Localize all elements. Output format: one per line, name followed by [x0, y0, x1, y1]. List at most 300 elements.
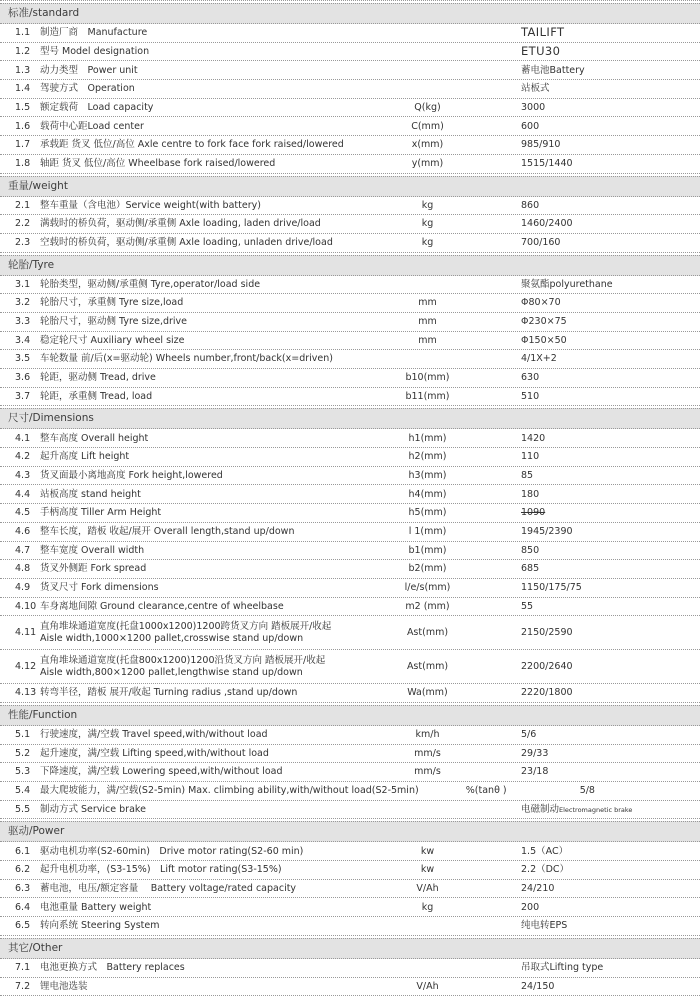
row-number: 4.11: [15, 627, 37, 639]
row-description-line1: 型号 Model designation: [40, 45, 150, 57]
row-unit: kg: [421, 218, 434, 230]
row-unit: Q(kg): [414, 101, 441, 113]
row-value-text: 电磁制动: [521, 803, 560, 815]
row-number: 4.4: [15, 488, 31, 500]
table-row: [0, 388, 700, 407]
row-number: 1.2: [15, 45, 31, 57]
row-number: 4.5: [15, 507, 31, 519]
row-value: [495, 391, 700, 402]
row-description: [40, 237, 360, 248]
row-description: [40, 601, 360, 612]
row-description: [40, 451, 360, 462]
row-unit: b10(mm): [405, 372, 450, 384]
row-value-text: 685: [521, 563, 540, 575]
row-unit: kg: [421, 901, 434, 913]
row-value-text: 2200/2640: [521, 661, 573, 673]
row-value: [554, 785, 700, 796]
row-number: 1.3: [15, 64, 31, 76]
row-unit: h2(mm): [408, 451, 447, 463]
row-value: [495, 489, 700, 500]
row-number: 5.3: [15, 766, 31, 778]
section-header: 标准/standard: [0, 3, 700, 24]
table-row: [0, 504, 700, 523]
row-number: 1.7: [15, 139, 31, 151]
row-value-text: 600: [521, 120, 540, 132]
row-description-line1: 电池重量 Battery weight: [40, 901, 152, 913]
table-row: [0, 616, 700, 650]
row-description: [40, 804, 360, 815]
row-value: [495, 297, 700, 308]
row-description: [40, 102, 360, 113]
row-value-text: 1.5（AC）: [521, 845, 569, 857]
row-number: 2.2: [15, 218, 31, 230]
table-row: [0, 99, 700, 118]
row-number: 2.1: [15, 199, 31, 211]
row-description-line1: 起升电机功率，(S3-15%) Lift motor rating(S3-15%): [40, 864, 282, 876]
table-row: [0, 560, 700, 579]
row-number: 6.3: [15, 882, 31, 894]
row-number: 4.1: [15, 432, 31, 444]
table-row: [0, 215, 700, 234]
row-unit: C(mm): [411, 120, 444, 132]
row-description: [40, 335, 360, 346]
row-value-text: Φ150×50: [521, 334, 567, 346]
table-row: [0, 276, 700, 295]
row-number: 7.1: [15, 961, 31, 973]
row-value: [495, 218, 700, 229]
row-description-line2: Aisle width,1000×1200 pallet,crosswise stand up/down: [40, 632, 304, 644]
row-description-line1: 驱动电机功率(S2-60min) Drive motor rating(S2-60 min): [40, 845, 304, 857]
row-unit: b2(mm): [408, 563, 447, 575]
table-row: [0, 448, 700, 467]
row-value-text: 24/210: [521, 882, 555, 894]
row-value-text: 纯电转EPS: [521, 920, 568, 932]
row-value-text: 2220/1800: [521, 687, 573, 699]
row-value: [495, 26, 700, 40]
table-row: [0, 684, 700, 703]
row-value-text: 1515/1440: [521, 157, 573, 169]
row-value-text: 蓄电池Battery: [521, 64, 585, 76]
table-row: [0, 579, 700, 598]
row-description: [40, 433, 360, 444]
section-header: 轮胎/Tyre: [0, 255, 700, 276]
table-row: [0, 429, 700, 448]
row-unit: mm/s: [414, 747, 441, 759]
row-value: [495, 582, 700, 593]
row-number: 6.2: [15, 864, 31, 876]
row-description-line1: 轮距，驱动侧 Tread, drive: [40, 372, 156, 384]
row-description: [40, 621, 360, 644]
row-description-line1: 最大爬坡能力，满/空载(S2-5min) Max. climbing ability,with/without load(S2-5min): [40, 785, 419, 797]
row-description: [40, 883, 360, 894]
row-value: [495, 433, 700, 444]
row-value: [495, 237, 700, 248]
row-value-text: 站板式: [521, 83, 550, 95]
row-unit: m2 (mm): [405, 600, 450, 612]
table-row: [0, 294, 700, 313]
row-description-line1: 整车高度 Overall height: [40, 432, 149, 444]
row-value-text: 24/150: [521, 980, 555, 992]
row-value: [495, 687, 700, 698]
row-description: [40, 563, 360, 574]
row-description: [40, 962, 360, 973]
row-unit: mm: [418, 316, 437, 328]
row-description-line1: 行驶速度，满/空载 Travel speed,with/without load: [40, 729, 268, 741]
table-row: [0, 43, 700, 62]
row-value-text: 23/18: [521, 766, 549, 778]
table-row: [0, 861, 700, 880]
row-value-text: 1460/2400: [521, 218, 573, 230]
table-row: [0, 842, 700, 861]
table-row: [0, 542, 700, 561]
row-description: [40, 507, 360, 518]
row-description-line1: 轮胎尺寸，驱动侧 Tyre size,drive: [40, 316, 188, 328]
row-description: [40, 200, 360, 211]
row-number: 4.2: [15, 451, 31, 463]
row-value: [495, 158, 700, 169]
row-value-text: 200: [521, 901, 540, 913]
row-number: 6.4: [15, 901, 31, 913]
row-value: [495, 121, 700, 132]
row-description-line1: 驾驶方式 Operation: [40, 83, 135, 95]
row-unit: b11(mm): [405, 390, 450, 402]
row-description: [40, 297, 360, 308]
row-unit: kg: [421, 237, 434, 249]
table-row: [0, 801, 700, 820]
row-value-text: 110: [521, 451, 540, 463]
row-number: 7.2: [15, 980, 31, 992]
table-row: [0, 959, 700, 978]
row-value-text: 1945/2390: [521, 525, 573, 537]
row-description-line1: 电池更换方式 Battery replaces: [40, 961, 185, 973]
row-description: [40, 139, 360, 150]
row-value-text: TAILIFT: [521, 24, 565, 39]
row-unit: V/Ah: [416, 882, 439, 894]
row-unit: km/h: [415, 729, 440, 741]
row-value-text: 2.2（DC）: [521, 864, 570, 876]
row-description: [40, 582, 360, 593]
row-unit: h5(mm): [408, 507, 447, 519]
row-value: [495, 353, 700, 364]
table-row: [0, 782, 700, 801]
row-description-line1: 直角堆垛通道宽度(托盘800x1200)1200沿货叉方向 踏板展开/收起: [40, 655, 326, 667]
row-description: [40, 545, 360, 556]
row-description: [40, 316, 360, 327]
row-value: [495, 661, 700, 672]
row-description-line1: 直角堆垛通道宽度(托盘1000x1200)1200跨货叉方向 踏板展开/收起: [40, 621, 332, 633]
row-value: [495, 981, 700, 992]
row-value: [495, 601, 700, 612]
row-value-text: 1420: [521, 432, 546, 444]
row-description: [40, 46, 360, 57]
row-value: [495, 45, 700, 59]
row-value: [495, 864, 700, 875]
row-number: 5.4: [15, 785, 31, 797]
row-unit: b1(mm): [408, 544, 447, 556]
row-description-line1: 站板高度 stand height: [40, 488, 141, 500]
row-value: [495, 526, 700, 537]
row-unit: Ast(mm): [406, 661, 449, 673]
row-unit: l 1(mm): [408, 525, 447, 537]
row-description-line1: 车身离地间隙 Ground clearance,centre of wheelbase: [40, 600, 284, 612]
row-description: [40, 687, 360, 698]
row-number: 1.5: [15, 101, 31, 113]
row-value: [495, 729, 700, 740]
row-unit: kg: [421, 199, 434, 211]
table-row: [0, 650, 700, 684]
row-number: 3.6: [15, 372, 31, 384]
row-value: [495, 545, 700, 556]
row-description: [40, 655, 360, 678]
row-description-line1: 制动方式 Service brake: [40, 803, 146, 815]
row-value: [495, 65, 700, 76]
row-value: [495, 920, 700, 931]
row-value: [495, 470, 700, 481]
row-value: [495, 200, 700, 211]
table-row: [0, 197, 700, 216]
row-number: 2.3: [15, 237, 31, 249]
row-description: [40, 391, 360, 402]
row-unit: Wa(mm): [407, 687, 448, 699]
table-row: [0, 917, 700, 936]
row-number: 3.4: [15, 334, 31, 346]
row-description-line1: 货叉外侧距 Fork spread: [40, 563, 147, 575]
row-value-text: 985/910: [521, 139, 561, 151]
section-header: 尺寸/Dimensions: [0, 408, 700, 429]
row-value-text: 29/33: [521, 747, 549, 759]
row-description-line1: 蓄电池，电压/额定容量 Battery voltage/rated capacity: [40, 882, 297, 894]
row-value-text: 聚氨酯polyurethane: [521, 278, 613, 290]
table-row: [0, 726, 700, 745]
row-value: [495, 563, 700, 574]
table-row: [0, 234, 700, 253]
row-number: 1.8: [15, 157, 31, 169]
row-description: [40, 65, 360, 76]
row-description-line1: 轮距，承重侧 Tread, load: [40, 390, 153, 402]
row-number: 1.1: [15, 27, 31, 39]
row-value: [495, 804, 700, 815]
row-value-text: 1150/175/75: [521, 582, 582, 594]
table-row: [0, 350, 700, 369]
row-number: 1.6: [15, 120, 31, 132]
table-row: [0, 369, 700, 388]
table-row: [0, 467, 700, 486]
row-description: [40, 864, 360, 875]
row-number: 4.8: [15, 563, 31, 575]
row-description: [40, 766, 360, 777]
row-number: 6.1: [15, 845, 31, 857]
row-unit: h3(mm): [408, 469, 447, 481]
row-value-text: 3000: [521, 101, 546, 113]
row-number: 4.3: [15, 469, 31, 481]
row-description: [40, 121, 360, 132]
table-row: [0, 332, 700, 351]
row-value-text: 4/1X+2: [521, 353, 557, 365]
row-description: [40, 785, 419, 796]
row-description-line1: 空载时的桥负荷，驱动侧/承重侧 Axle loading, unladen drive/load: [40, 237, 333, 249]
row-value-text: 吊取式Lifting type: [521, 961, 604, 973]
row-description-line1: 车轮数量 前/后(x=驱动轮) Wheels number,front/back(x=driven): [40, 353, 333, 365]
row-number: 6.5: [15, 920, 31, 932]
row-description: [40, 27, 360, 38]
row-value-text: 630: [521, 372, 540, 384]
row-value: [495, 748, 700, 759]
row-description: [40, 489, 360, 500]
row-value-suffix: Electromagnetic brake: [559, 805, 633, 814]
row-value: [495, 139, 700, 150]
row-description: [40, 526, 360, 537]
row-value: [495, 627, 700, 638]
table-row: [0, 485, 700, 504]
row-description: [40, 353, 360, 364]
row-value: [495, 883, 700, 894]
row-description-line1: 稳定轮尺寸 Auxiliary wheel size: [40, 334, 185, 346]
row-description-line1: 起升速度，满/空载 Lifting speed,with/without load: [40, 747, 269, 759]
row-value-text: 55: [521, 600, 534, 612]
row-description: [40, 748, 360, 759]
row-value: [495, 507, 700, 518]
row-unit: h4(mm): [408, 488, 447, 500]
row-value-text: 5/8: [579, 785, 595, 797]
row-unit: %(tanθ ): [465, 785, 507, 797]
row-description-line1: 货叉尺寸 Fork dimensions: [40, 582, 159, 594]
row-description: [40, 83, 360, 94]
row-description-line1: 锂电池选装: [40, 980, 88, 992]
row-value: [495, 335, 700, 346]
row-unit: mm/s: [414, 766, 441, 778]
table-row: [0, 978, 700, 997]
row-number: 4.13: [15, 687, 37, 699]
row-description: [40, 372, 360, 383]
section-header: 性能/Function: [0, 705, 700, 726]
row-value-text: ETU30: [521, 43, 561, 58]
row-number: 5.2: [15, 747, 31, 759]
row-value-text: 2150/2590: [521, 627, 573, 639]
section-header: 重量/weight: [0, 176, 700, 197]
row-value: [495, 451, 700, 462]
row-description-line1: 整车长度，踏板 收起/展开 Overall length,stand up/down: [40, 525, 295, 537]
row-value: [495, 102, 700, 113]
row-description-line1: 满载时的桥负荷，驱动侧/承重侧 Axle loading, laden drive/load: [40, 218, 321, 230]
table-row: [0, 745, 700, 764]
row-number: 5.1: [15, 729, 31, 741]
row-number: 4.9: [15, 582, 31, 594]
row-description-line1: 整车宽度 Overall width: [40, 544, 145, 556]
row-description: [40, 902, 360, 913]
row-description: [40, 846, 360, 857]
table-row: [0, 763, 700, 782]
row-number: 3.2: [15, 297, 31, 309]
row-number: 3.5: [15, 353, 31, 365]
table-row: [0, 80, 700, 99]
section-header: 其它/Other: [0, 938, 700, 959]
row-value-text: 700/160: [521, 237, 561, 249]
row-description: [40, 218, 360, 229]
row-description-line1: 起升高度 Lift height: [40, 451, 130, 463]
row-description-line1: 额定载荷 Load capacity: [40, 101, 154, 113]
table-row: [0, 24, 700, 43]
row-value: [495, 766, 700, 777]
row-description-line1: 下降速度，满/空载 Lowering speed,with/without load: [40, 766, 283, 778]
row-description: [40, 279, 360, 290]
table-row: [0, 523, 700, 542]
row-value: [495, 83, 700, 94]
row-description: [40, 981, 360, 992]
row-number: 4.12: [15, 661, 37, 673]
row-number: 1.4: [15, 83, 31, 95]
row-value: [495, 962, 700, 973]
row-value-text: 860: [521, 199, 540, 211]
table-row: [0, 155, 700, 174]
table-row: [0, 136, 700, 155]
table-row: [0, 61, 700, 80]
row-value: [495, 372, 700, 383]
row-value-text: 180: [521, 488, 540, 500]
table-row: [0, 898, 700, 917]
row-number: 3.3: [15, 316, 31, 328]
row-number: 3.7: [15, 390, 31, 402]
row-description-line1: 轮胎尺寸，承重侧 Tyre size,load: [40, 297, 184, 309]
row-number: 5.5: [15, 803, 31, 815]
row-description-line1: 手柄高度 Tiller Arm Height: [40, 507, 162, 519]
row-unit: h1(mm): [408, 432, 447, 444]
row-value: [495, 279, 700, 290]
row-description-line1: 承载距 货叉 低位/高位 Axle centre to fork face fork raised/lowered: [40, 139, 344, 151]
row-unit: kw: [420, 864, 435, 876]
row-value-text: 1090: [521, 507, 546, 519]
row-description: [40, 158, 360, 169]
row-value-text: Φ230×75: [521, 316, 567, 328]
row-value-text: 85: [521, 469, 534, 481]
row-unit: kw: [420, 845, 435, 857]
row-unit: y(mm): [411, 157, 444, 169]
row-value: [495, 846, 700, 857]
row-unit: mm: [418, 297, 437, 309]
row-description-line1: 转弯半径，踏板 展开/收起 Turning radius ,stand up/down: [40, 687, 298, 699]
row-description: [40, 920, 360, 931]
row-unit: V/Ah: [416, 980, 439, 992]
row-description: [40, 470, 360, 481]
row-description-line1: 制造厂商 Manufacture: [40, 27, 148, 39]
row-description-line1: 转向系统 Steering System: [40, 920, 160, 932]
row-description: [40, 729, 360, 740]
row-description-line1: 轴距 货叉 低位/高位 Wheelbase fork raised/lowered: [40, 157, 276, 169]
row-value-text: Φ80×70: [521, 297, 561, 309]
row-value-text: 850: [521, 544, 540, 556]
row-value: [495, 316, 700, 327]
row-description-line1: 载荷中心距Load center: [40, 120, 144, 132]
row-value-text: 5/6: [521, 729, 537, 741]
row-number: 4.7: [15, 544, 31, 556]
row-number: 4.6: [15, 525, 31, 537]
row-description-line1: 货叉面最小离地高度 Fork height,lowered: [40, 469, 223, 481]
table-row: [0, 598, 700, 617]
row-unit: Ast(mm): [406, 627, 449, 639]
row-description-line1: 轮胎类型，驱动侧/承重侧 Tyre,operator/load side: [40, 278, 261, 290]
row-number: 3.1: [15, 278, 31, 290]
section-header: 驱动/Power: [0, 821, 700, 842]
row-unit: l/e/s(mm): [404, 582, 451, 594]
row-number: 4.10: [15, 600, 37, 612]
row-description-line2: Aisle width,800×1200 pallet,lengthwise stand up/down: [40, 666, 303, 678]
row-value-text: 510: [521, 390, 540, 402]
row-description-line1: 整车重量（含电池）Service weight(with battery): [40, 199, 261, 211]
table-row: [0, 880, 700, 899]
table-row: [0, 313, 700, 332]
row-value: [495, 902, 700, 913]
row-description-line1: 动力类型 Power unit: [40, 64, 138, 76]
table-row: [0, 117, 700, 136]
